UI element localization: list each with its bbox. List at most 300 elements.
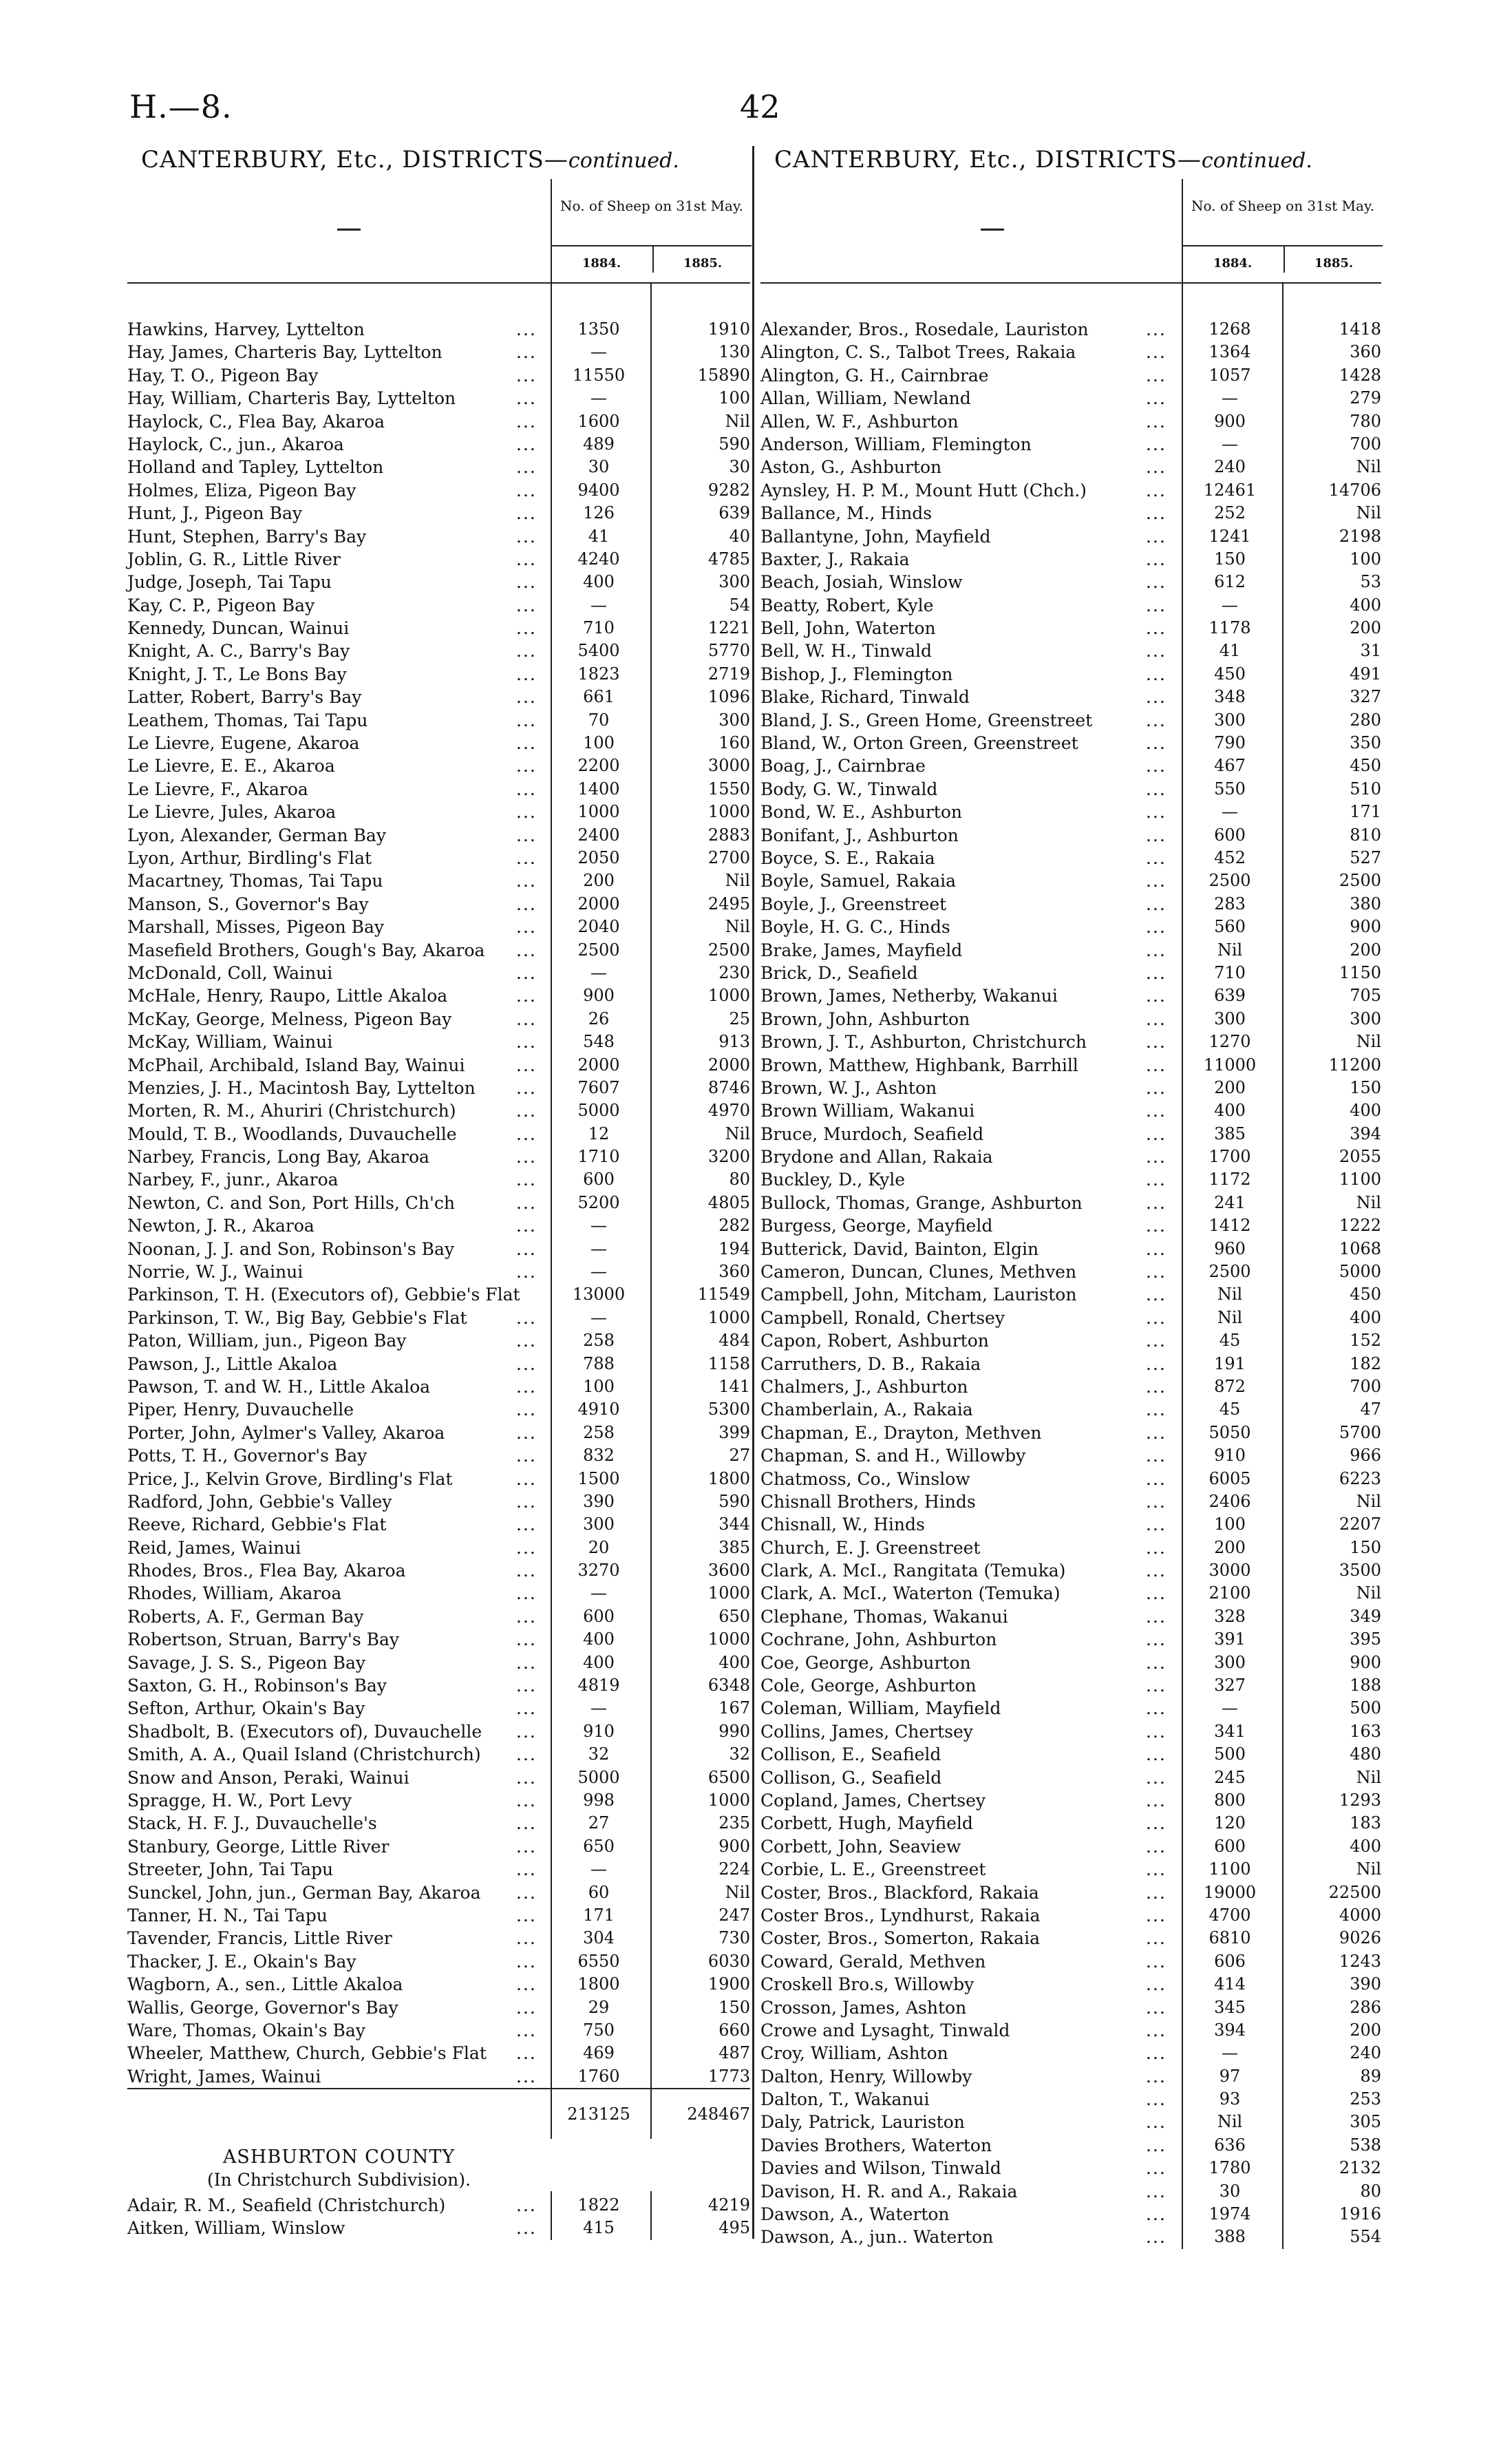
owner-name: Cole, George, Ashburton [760,1676,977,1696]
sheep-count-1884: 30 [588,457,610,477]
leader-dots: ... [516,940,537,960]
owner-name: Chatmoss, Co., Winslow [760,1468,970,1489]
table-row [127,479,750,502]
sheep-count-1884: 11550 [572,365,626,385]
owner-name: Baxter, J., Rakaia [760,549,910,569]
owner-name: Smith, A. A., Quail Island (Christchurch) [127,1744,481,1765]
table-row [760,2203,1381,2226]
sheep-count-1885: 253 [1350,2089,1381,2109]
sheep-count-1884: 241 [1214,1192,1246,1212]
sheep-count-1885: 15890 [697,365,750,385]
table-row [127,1996,750,2019]
table-row [127,1559,750,1582]
county-title: ASHBURTON COUNTY [222,2146,456,2168]
sheep-count-1884: 1057 [1208,365,1251,385]
sheep-count-1884: 45 [1219,1331,1241,1351]
table-row [760,387,1381,410]
table-row [760,1329,1381,1352]
table-row [127,984,750,1007]
table-row [127,548,750,571]
owner-name: Bland, W., Orton Green, Greenstreet [760,733,1078,754]
sheep-count-1884: 900 [583,986,615,1006]
table-header [127,179,750,284]
sheep-count-1885: Nil [1356,1491,1381,1511]
owner-name: Coe, George, Ashburton [760,1652,971,1673]
table-row [760,1260,1381,1283]
owner-name: Brown, John, Ashburton [760,1009,970,1029]
table-row [127,1904,750,1927]
sheep-count-1885: 780 [1350,411,1381,431]
sheep-count-1884: — [590,342,607,362]
owner-name: Campbell, Ronald, Chertsey [760,1307,1005,1328]
sheep-count-1884: 469 [583,2043,615,2063]
sheep-count-1884: — [1222,2043,1238,2063]
sheep-count-1885: 810 [1350,825,1381,845]
table-row [127,2042,750,2065]
owner-name: Rhodes, William, Akaroa [127,1583,342,1604]
sheep-count-1885: 150 [1350,1077,1381,1097]
leader-dots: ... [1146,1009,1167,1029]
sheep-count-1884: 2400 [577,825,620,845]
sheep-count-1884: 400 [1214,1101,1246,1121]
sheep-count-1885: 167 [718,1698,750,1718]
table-row [760,962,1381,984]
table-row [760,1008,1381,1031]
owner-name: Bonifant, J., Ashburton [760,825,959,845]
leader-dots: ... [1146,1974,1167,1995]
table-row [760,1743,1381,1766]
sheep-count-1884: 1760 [577,2066,620,2086]
table-row [127,1468,750,1490]
leader-dots: ... [516,986,537,1006]
sheep-count-1885: 1900 [707,1974,750,1994]
owner-name: Coster Bros., Lyndhurst, Rakaia [760,1905,1041,1925]
leader-dots: ... [1146,1721,1167,1742]
leader-dots: ... [516,1147,537,1168]
owner-name: Kennedy, Duncan, Wainui [127,618,350,639]
table-row [127,1950,750,1973]
sheep-count-1884: 258 [583,1331,615,1351]
sheep-count-1885: 47 [1360,1400,1381,1419]
owner-name: Bishop, J., Flemington [760,664,953,684]
owner-name: Blake, Richard, Tinwald [760,687,970,708]
sheep-count-1885: 360 [1350,342,1381,362]
leader-dots: ... [516,1997,537,2018]
leader-dots: ... [1146,503,1167,524]
owner-name: Judge, Joseph, Tai Tapu [127,572,332,593]
sheep-count-1885: Nil [1356,1859,1381,1879]
table-row [760,1537,1381,1559]
table-row [127,869,750,892]
sheep-count-1885: 349 [1350,1606,1381,1626]
county-subtitle: (In Christchurch Subdivision). [207,2170,471,2190]
owner-name: Chamberlain, A., Rakaia [760,1400,973,1420]
owner-name: Radford, John, Gebbie's Valley [127,1491,392,1512]
leader-dots: ... [1146,1606,1167,1627]
left-total-row [127,2088,750,2139]
sheep-count-1885: 2495 [707,894,750,914]
sheep-count-1884: 200 [583,871,615,891]
table-row [127,1835,750,1858]
table-row [127,754,750,777]
owner-name: Crosson, James, Ashton [760,1997,967,2018]
owner-name: Bond, W. E., Ashburton [760,802,962,823]
sheep-count-1884: 1974 [1208,2204,1251,2224]
sheep-count-1885: 1550 [707,779,750,799]
sheep-count-1884: 2406 [1208,1491,1251,1511]
table-row [127,387,750,410]
table-row [127,1307,750,1329]
sheep-count-1885: 390 [1350,1974,1381,1994]
sheep-count-1885: 8746 [707,1077,750,1097]
leader-dots: ... [516,1331,537,1351]
sheep-count-1884: 2000 [577,1055,620,1075]
sheep-count-1884: 70 [588,710,610,730]
sheep-count-1884: 414 [1214,1974,1246,1994]
owner-name: Davison, H. R. and A., Rakaia [760,2181,1018,2202]
sheep-count-1885: 538 [1350,2135,1381,2155]
section-title-right [774,146,1312,173]
sheep-count-1885: 4000 [1339,1905,1381,1925]
sheep-count-1884: Nil [1217,2112,1243,2132]
table-row [760,525,1381,548]
right-table [760,179,1381,2249]
owner-name: Holland and Tapley, Lyttelton [127,457,384,478]
sheep-count-1885: 510 [1350,779,1381,799]
table-row [760,2157,1381,2179]
owner-name: Capon, Robert, Ashburton [760,1331,989,1351]
owner-name: Robertson, Struan, Barry's Bay [127,1629,400,1650]
leader-dots: ... [1146,962,1167,983]
table-row [127,1674,750,1697]
table-row [760,571,1381,593]
owner-name: Copland, James, Chertsey [760,1791,986,1810]
year-1884-header: 1884. [1213,256,1253,271]
year-1885-header: 1885. [1284,246,1383,273]
sheep-count-1884: 19000 [1203,1882,1257,1902]
sheep-count-1884: 1172 [1208,1170,1251,1190]
sheep-count-1885: 395 [1350,1629,1381,1649]
table-row [127,617,750,640]
sheep-count-1884: 2040 [577,917,620,937]
table-row [127,1858,750,1881]
leader-dots: ... [1146,1905,1167,1925]
owner-name: Parkinson, T. W., Big Bay, Gebbie's Flat [127,1307,467,1328]
sheep-count-1884: 1412 [1208,1216,1251,1236]
leader-dots: ... [1146,1813,1167,1834]
owner-name: Ballance, M., Hinds [760,503,933,524]
owner-name: Boyce, S. E., Rakaia [760,847,935,868]
sheep-count-1884: 1178 [1208,618,1251,638]
sheep-count-1884: 2500 [1208,1262,1251,1282]
sheep-count-1885: 5770 [707,641,750,661]
owner-name: Thacker, J. E., Okain's Bay [127,1951,356,1972]
sheep-count-1885: 2055 [1339,1147,1381,1167]
sheep-count-1884: 900 [1214,411,1246,431]
leader-dots: ... [516,1446,537,1466]
sheep-count-1885: 31 [1360,641,1381,661]
owner-name: Pawson, T. and W. H., Little Akaloa [127,1376,431,1397]
table-row [127,824,750,847]
table-row [127,1582,750,1605]
table-row [127,1789,750,1812]
owner-name: Norrie, W. J., Wainui [127,1262,304,1282]
owner-name: Pawson, J., Little Akaloa [127,1353,338,1374]
leader-dots: ... [516,1583,537,1604]
table-row [127,778,750,801]
sheep-count-1885: 400 [1350,1836,1381,1856]
leader-dots: ... [1146,2112,1167,2133]
owner-name: Menzies, J. H., Macintosh Bay, Lyttelton [127,1077,476,1098]
owner-name: Davies Brothers, Waterton [760,2135,992,2155]
owner-name: Brydone and Allan, Rakaia [760,1147,993,1168]
leader-dots: ... [516,1238,537,1259]
owner-name: McPhail, Archibald, Island Bay, Wainui [127,1055,465,1075]
table-row [127,939,750,962]
table-row [760,1192,1381,1214]
sheep-count-1885: 3600 [707,1561,750,1581]
sheep-count-1884: 100 [1214,1514,1246,1534]
table-row [760,1812,1381,1835]
leader-dots: ... [1146,1882,1167,1903]
table-header [760,179,1381,284]
leader-dots: ... [516,480,537,500]
sheep-count-1885: 2719 [707,664,750,684]
leader-dots: ... [1146,2089,1167,2110]
leader-dots: ... [1146,1123,1167,1144]
sheep-count-1884: 661 [583,687,615,707]
owner-name: Streeter, John, Tai Tapu [127,1859,334,1880]
sheep-count-1885: 200 [1350,618,1381,638]
owner-name: Manson, S., Governor's Bay [127,894,369,914]
leader-dots: ... [1146,618,1167,639]
owner-name: Dalton, T., Wakanui [760,2089,930,2110]
table-row [127,1329,750,1352]
owner-name: Parkinson, T. H. (Executors of), Gebbie's Flat [127,1285,520,1305]
owner-name: Crowe and Lysaght, Tinwald [760,2020,1010,2040]
sheep-count-1884: 388 [1214,2227,1246,2247]
table-row [127,1490,750,1513]
owner-name: Brown, Matthew, Highbank, Barrhill [760,1055,1078,1075]
sheep-count-1885: 150 [718,1997,750,2017]
table-row [127,801,750,823]
table-row [760,1444,1381,1467]
sheep-count-1885: 182 [1350,1353,1381,1373]
owner-name: Cameron, Duncan, Clunes, Methven [760,1262,1077,1282]
sheep-count-1884: 1700 [1208,1147,1251,1167]
table-row [127,1077,750,1099]
leader-dots: ... [516,733,537,754]
owner-name: Shadbolt, B. (Executors of), Duvauchelle [127,1721,482,1742]
sheep-count-1884: 750 [583,2020,615,2040]
leader-dots: ... [1146,779,1167,799]
owner-name: Hay, William, Charteris Bay, Lyttelton [127,388,456,409]
year-1885-header: 1885. [652,246,752,273]
sheep-count-1885: Nil [1356,1032,1381,1052]
sheep-count-1885: 1000 [707,1629,750,1649]
sheep-count-1885: 1243 [1339,1951,1381,1971]
sheep-count-1884: 30 [1219,2181,1241,2201]
sheep-count-1885: 22500 [1328,1882,1381,1902]
owner-name: Lyon, Alexander, German Bay [127,825,386,845]
table-row [760,754,1381,777]
owner-name: Leathem, Thomas, Tai Tapu [127,710,368,730]
sheep-count-header [1182,179,1383,282]
leader-dots: ... [1146,1928,1167,1949]
sheep-count-1885: 6500 [707,1767,750,1787]
sheep-count-1884: — [590,1238,607,1258]
sheep-count-1885: 2207 [1339,1514,1381,1534]
sheep-count-1885: 1000 [707,802,750,822]
owner-name: Hay, James, Charteris Bay, Lyttelton [127,342,443,363]
owner-name: Alington, C. S., Talbot Trees, Rakaia [760,342,1076,363]
leader-dots: ... [516,572,537,593]
table-row [127,1743,750,1766]
table-row [760,801,1381,823]
owner-name: Piper, Henry, Duvauchelle [127,1400,354,1420]
sheep-count-1885: 1000 [707,1791,750,1810]
leader-dots: ... [1146,1032,1167,1053]
sheep-count-1884: 800 [1214,1791,1246,1810]
table-row [760,1099,1381,1122]
table-row [760,1881,1381,1904]
sheep-count-1884: 710 [583,618,615,638]
leader-dots: ... [516,319,537,339]
table-row [760,1145,1381,1168]
table-row [127,2194,750,2217]
sheep-count-1885: 27 [729,1446,750,1466]
table-row [127,525,750,548]
sheep-count-1884: 348 [1214,687,1246,707]
leader-dots: ... [516,1262,537,1282]
sheep-count-1885: 900 [718,1836,750,1856]
table-row [760,617,1381,640]
table-row [127,1697,750,1720]
sheep-count-1885: 300 [718,710,750,730]
sheep-count-1885: 913 [718,1032,750,1052]
sheep-count-1884: 252 [1214,503,1246,523]
owner-name: Davies and Wilson, Tinwald [760,2158,1001,2179]
sheep-count-1884: 548 [583,1032,615,1052]
sheep-count-1884: 1364 [1208,342,1251,362]
county-heading [127,2146,551,2191]
sheep-count-1884: 328 [1214,1606,1246,1626]
sheep-count-1885: 100 [718,388,750,408]
table-row [760,1513,1381,1536]
owner-name: Aynsley, H. P. M., Mount Hutt (Chch.) [760,480,1087,500]
sheep-count-1884: 300 [583,1514,615,1534]
owner-name: Brown, J. T., Ashburton, Christchurch [760,1032,1087,1053]
sheep-count-1885: 1068 [1339,1238,1381,1258]
leader-dots: ... [516,687,537,708]
sheep-count-1885: 194 [718,1238,750,1258]
owner-name: Body, G. W., Tinwald [760,779,938,799]
sheep-count-1885: 480 [1350,1744,1381,1764]
sheep-count-1884: 4700 [1208,1905,1251,1925]
owner-name: Butterick, David, Bainton, Elgin [760,1238,1039,1259]
table-row [760,318,1381,341]
table-row [760,663,1381,686]
sheep-count-1885: 3200 [707,1147,750,1167]
leader-dots: ... [516,1491,537,1512]
sheep-count-1884: 1000 [577,802,620,822]
sheep-count-1885: 200 [1350,940,1381,960]
leader-dots: ... [516,388,537,409]
leader-dots: ... [516,2066,537,2087]
sheep-count-1884: 2500 [1208,871,1251,891]
owner-name: Alington, G. H., Cairnbrae [760,365,989,386]
year-1884-header: 1884. [582,256,621,271]
sheep-count-1884: 4819 [577,1676,620,1696]
leader-dots: ... [1146,1216,1167,1236]
sheep-count-1884: 650 [583,1836,615,1856]
owner-name: Masefield Brothers, Gough's Bay, Akaroa [127,940,485,960]
sheep-count-1884: 20 [588,1537,610,1557]
leader-dots: ... [1146,1491,1167,1512]
leader-dots: ... [516,1791,537,1810]
leader-dots: ... [1146,641,1167,662]
sheep-count-1885: Nil [725,917,750,937]
sheep-count-1885: 240 [1350,2043,1381,2063]
table-row [127,1973,750,1996]
sheep-count-1885: 2132 [1339,2158,1381,2178]
sheep-count-1884: 240 [1214,457,1246,477]
sheep-count-1884: 639 [1214,986,1246,1006]
leader-dots: ... [516,1216,537,1236]
sheep-count-1884: — [590,595,607,615]
owner-name: Brown, James, Netherby, Wakanui [760,986,1058,1006]
owner-name: Ware, Thomas, Okain's Bay [127,2020,365,2040]
table-row [127,709,750,732]
table-row [760,778,1381,801]
sheep-count-1885: Nil [1356,1192,1381,1212]
owner-name: Reeve, Richard, Gebbie's Flat [127,1514,387,1535]
table-row [760,984,1381,1007]
table-row [760,1904,1381,1927]
leader-dots: ... [516,1813,537,1834]
owner-name: Collison, G., Seafield [760,1767,942,1788]
owner-name: Tavender, Francis, Little River [127,1928,392,1949]
leader-dots: ... [516,342,537,363]
leader-dots: ... [1146,687,1167,708]
owner-name: Porter, John, Aylmer's Valley, Akaroa [127,1422,445,1443]
leader-dots: ... [1146,1307,1167,1328]
sheep-count-1884: 11000 [1203,1055,1257,1075]
leader-dots: ... [1146,572,1167,593]
leader-dots: ... [1146,595,1167,615]
leader-dots: ... [516,1882,537,1903]
sheep-count-1884: 341 [1214,1721,1246,1741]
owner-name: Chapman, E., Drayton, Methven [760,1422,1042,1443]
sheep-count-1885: 1000 [707,986,750,1006]
leader-dots: ... [1146,1400,1167,1420]
table-row [760,824,1381,847]
sheep-count-1884: — [1222,802,1238,822]
sheep-count-1885: 300 [1350,1009,1381,1028]
sheep-count-1885: 5700 [1339,1422,1381,1442]
sheep-count-1885: Nil [1356,1767,1381,1787]
sheep-count-1884: 467 [1214,756,1246,776]
owner-name: Collison, E., Seafield [760,1744,941,1765]
sheep-count-1885: 350 [1350,733,1381,753]
right-rows [760,284,1381,2249]
table-row [127,456,750,478]
sheep-count-1885: 6223 [1339,1468,1381,1488]
leader-dots: ... [516,664,537,684]
sheep-count-title: No. of Sheep on 31st May. [1191,198,1374,214]
sheep-count-1884: 1241 [1208,526,1251,546]
leader-dots: ... [516,1123,537,1144]
